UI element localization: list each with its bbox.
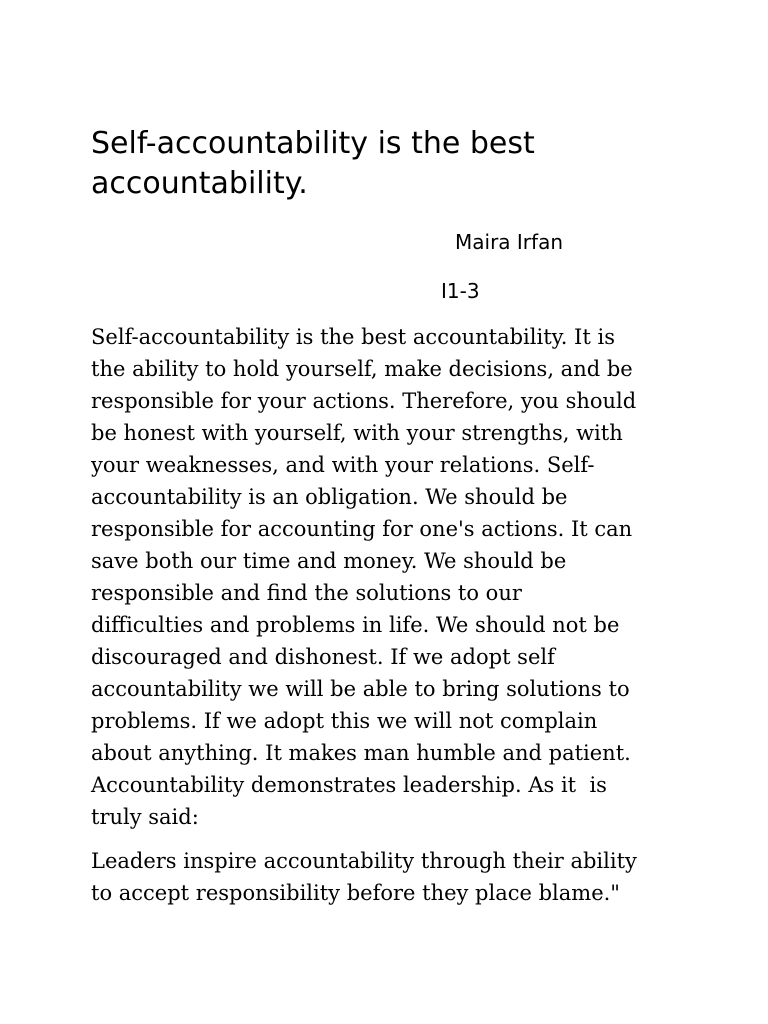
body-line: problems. If we adopt this we will not complain: [91, 709, 598, 733]
leadership-quote: [91, 845, 691, 909]
quote-line: Leaders inspire accountability through their ability: [91, 849, 637, 873]
body-line: accountability we will be able to bring solutions to: [91, 677, 630, 701]
body-line: your weaknesses, and with your relations. Self-: [91, 453, 595, 477]
body-line: difficulties and problems in life. We should not be: [91, 613, 620, 637]
essay-body: [91, 321, 691, 833]
body-line: discouraged and dishonest. If we adopt self: [91, 645, 555, 669]
essay-title-line: Self-accountability is the best: [91, 126, 535, 161]
body-line: responsible for your actions. Therefore, you should: [91, 389, 637, 413]
quote-line: to accept responsibility before they place blame.": [91, 881, 620, 905]
body-line: be honest with yourself, with your strengths, with: [91, 421, 623, 445]
body-line: responsible and find the solutions to our: [91, 581, 522, 605]
author-name: Maira Irfan: [455, 230, 563, 254]
body-line: responsible for accounting for one's actions. It can: [91, 517, 633, 541]
essay-title-line: accountability.: [91, 166, 308, 201]
body-line: the ability to hold yourself, make decisions, and be: [91, 357, 633, 381]
body-line: save both our time and money. We should be: [91, 549, 567, 573]
body-line: Accountability demonstrates leadership. As it is: [91, 773, 607, 797]
body-line: about anything. It makes man humble and patient.: [91, 741, 631, 765]
body-line: Self-accountability is the best accountability. It is: [91, 325, 615, 349]
body-line: truly said:: [91, 805, 199, 829]
body-line: accountability is an obligation. We should be: [91, 485, 568, 509]
essay-title: [91, 124, 691, 204]
class-id: I1-3: [441, 279, 480, 303]
